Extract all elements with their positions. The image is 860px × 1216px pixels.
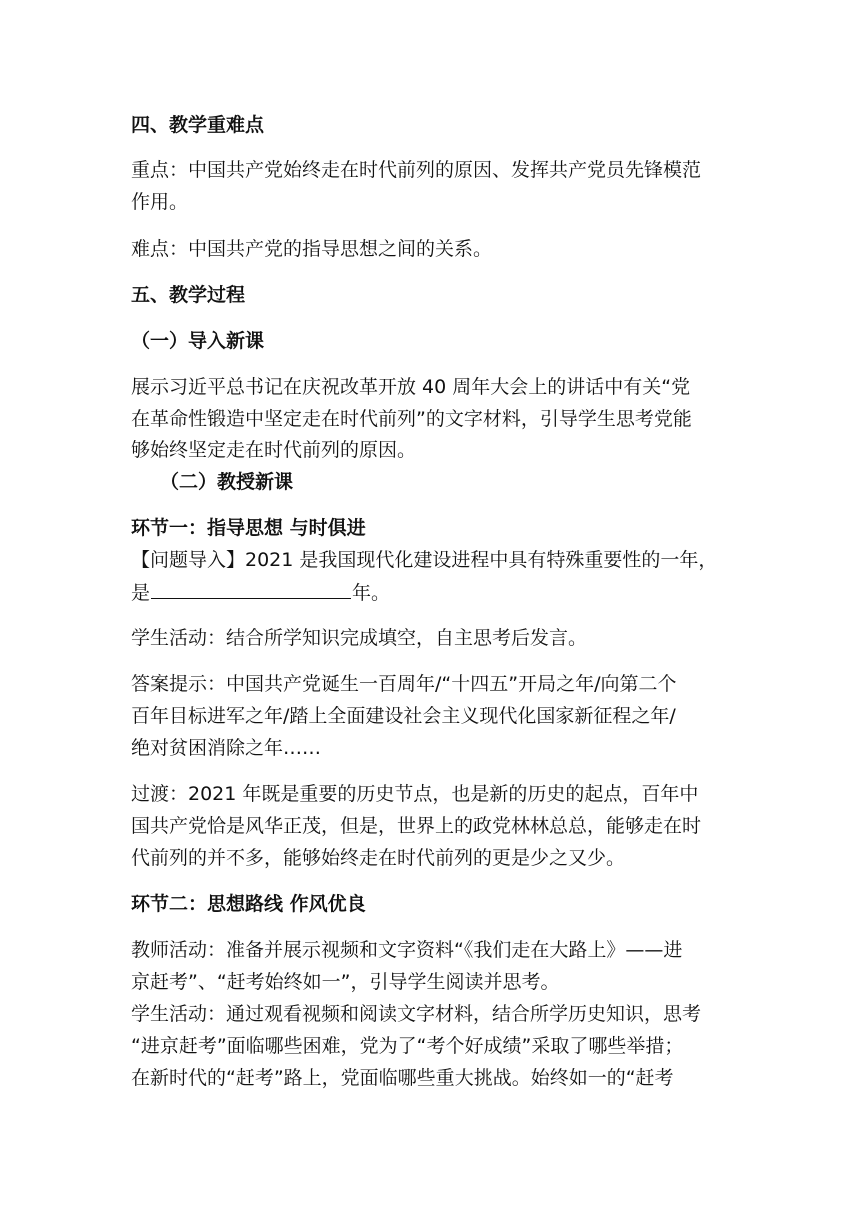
subsection-2-heading: （二）教授新课	[160, 471, 294, 493]
intro-paragraph-line-3: 够始终坚定走在时代前列的原因。	[131, 439, 417, 461]
answer-hint-line-1: 答案提示：中国共产党诞生一百周年/“十四五”开局之年/向第二个	[131, 673, 677, 695]
transition-line-3: 代前列的并不多，能够始终走在时代前列的更是少之又少。	[131, 847, 626, 869]
question-prefix: 是	[131, 582, 151, 604]
key-point-line-2: 作用。	[131, 191, 189, 213]
link-1-heading: 环节一：指导思想 与时俱进	[131, 517, 366, 539]
question-line-1: 【问题导入】2021 是我国现代化建设进程中具有特殊重要性的一年，	[131, 549, 718, 571]
answer-hint-line-3: 绝对贫困消除之年……	[131, 737, 322, 759]
student-activity-2-line-1: 学生活动：通过观看视频和阅读文字材料，结合所学历史知识，思考	[131, 1003, 702, 1025]
intro-paragraph-line-1: 展示习近平总书记在庆祝改革开放 40 周年大会上的讲话中有关“党	[131, 376, 691, 398]
difficult-point: 难点：中国共产党的指导思想之间的关系。	[131, 238, 493, 260]
section-5-heading: 五、教学过程	[131, 284, 246, 306]
question-suffix: 年。	[352, 582, 391, 604]
transition-line-1: 过渡：2021 年既是重要的历史节点，也是新的历史的起点，百年中	[131, 783, 699, 805]
key-point-line-1: 重点：中国共产党始终走在时代前列的原因、发挥共产党员先锋模范	[131, 159, 702, 181]
answer-hint-line-2: 百年目标进军之年/踏上全面建设社会主义现代化国家新征程之年/	[131, 705, 676, 727]
student-activity-2-line-3: 在新时代的“赶考”路上，党面临哪些重大挑战。始终如一的“赶考	[131, 1067, 674, 1089]
link-2-heading: 环节二：思想路线 作风优良	[131, 893, 366, 915]
fill-in-blank[interactable]	[151, 580, 351, 599]
question-line-2	[131, 580, 731, 605]
student-activity-2-line-2: “进京赶考”面临哪些困难，党为了“考个好成绩”采取了哪些举措；	[131, 1035, 684, 1057]
student-activity-1: 学生活动：结合所学知识完成填空，自主思考后发言。	[131, 627, 588, 649]
section-4-heading: 四、教学重难点	[131, 114, 265, 136]
teacher-activity-line-2: 京赶考”、“赶考始终如一”，引导学生阅读并思考。	[131, 971, 560, 993]
subsection-1-heading: （一）导入新课	[131, 330, 265, 352]
teacher-activity-line-1: 教师活动：准备并展示视频和文字资料“《我们走在大路上》——进	[131, 939, 683, 961]
transition-line-2: 国共产党恰是风华正茂，但是，世界上的政党林林总总，能够走在时	[131, 815, 702, 837]
intro-paragraph-line-2: 在革命性锻造中坚定走在时代前列”的文字材料，引导学生思考党能	[131, 408, 692, 430]
